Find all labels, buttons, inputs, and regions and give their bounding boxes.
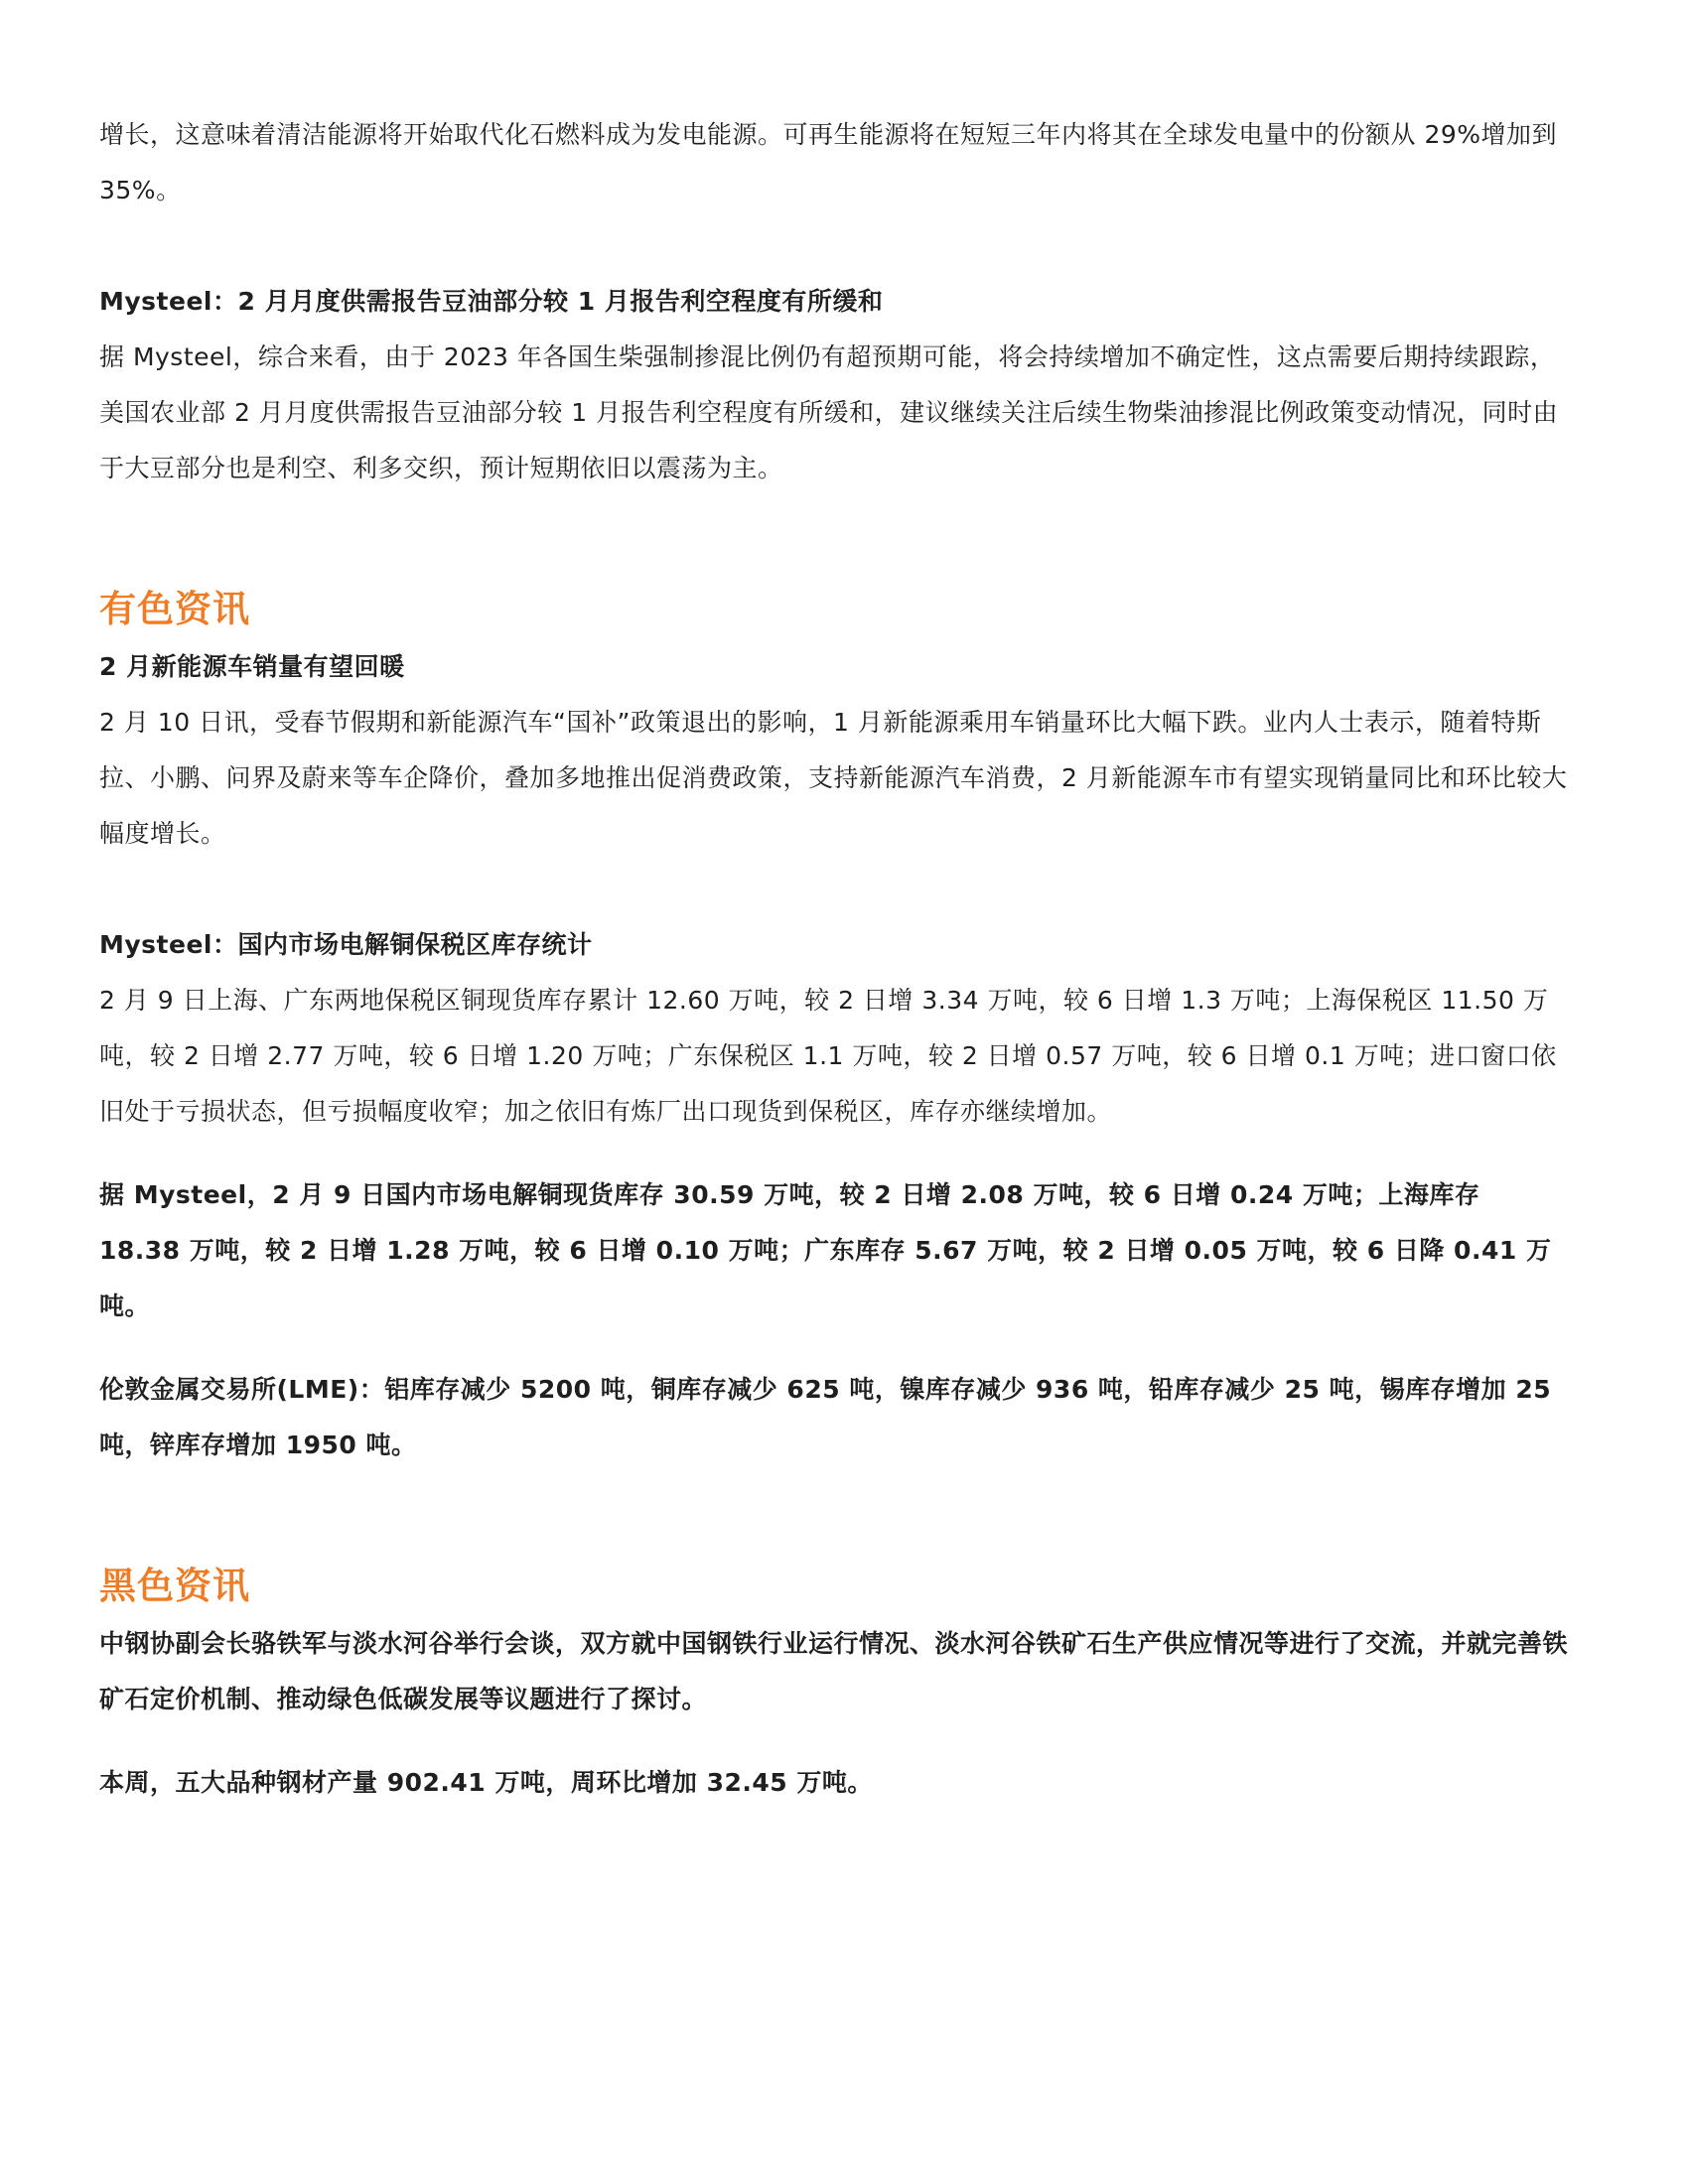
soy-paragraph: 据 Mysteel，综合来看，由于 2023 年各国生柴强制掺混比例仍有超预期可能，将会持续增加不确定性，这点需要后期持续跟踪，美国农业部 2 月月度供需报告豆油部分较 1 月报告利空程度有所缓和，建议继续关注后续生物柴油掺混比例政策变动情况，同时由于大豆部分也是利空、利多交织，预计短期依旧以震荡为主。 (99, 342, 1559, 482)
cisa-paragraph: 中钢协副会长骆铁军与淡水河谷举行会谈，双方就中国钢铁行业运行情况、淡水河谷铁矿石生产供应情况等进行了交流，并就完善铁矿石定价机制、推动绿色低碳发展等议题进行了探讨。 (99, 1629, 1569, 1713)
lme-paragraph: 伦敦金属交易所(LME)：铝库存减少 5200 吨，铜库存减少 625 吨，镍库存减少 936 吨，铅库存减少 25 吨，锡库存增加 25 吨，锌库存增加 1950 吨。 (99, 1375, 1552, 1459)
steel-output-paragraph: 本周，五大品种钢材产量 902.41 万吨，周环比增加 32.45 万吨。 (99, 1768, 873, 1797)
nonferrous-section-title: 有色资讯 (99, 588, 250, 630)
document-page (99, 107, 1569, 1811)
nev-heading: 2 月新能源车销量有望回暖 (99, 652, 405, 681)
soy-heading: Mysteel：2 月月度供需报告豆油部分较 1 月报告利空程度有所缓和 (99, 287, 884, 316)
bonded-paragraph: 2 月 9 日上海、广东两地保税区铜现货库存累计 12.60 万吨，较 2 日增 3.34 万吨，较 6 日增 1.3 万吨；上海保税区 11.50 万吨，较 2 日增 2.77 万吨，较 6 日增 1.20 万吨；广东保税区 1.1 万吨，较 2 日增 0.57 万吨，较 6 日增 0.1 万吨；进口窗口依旧处于亏损状态，但亏损幅度收窄；加之依旧有炼厂出口现货到保税区，库存亦继续增加。 (99, 986, 1557, 1126)
nev-paragraph: 2 月 10 日讯，受春节假期和新能源汽车“国补”政策退出的影响，1 月新能源乘用车销量环比大幅下跌。业内人士表示，随着特斯拉、小鹏、问界及蔚来等车企降价，叠加多地推出促消费政策，支持新能源汽车消费，2 月新能源车市有望实现销量同比和环比较大幅度增长。 (99, 708, 1568, 848)
bonded-heading: Mysteel：国内市场电解铜保税区库存统计 (99, 930, 593, 959)
copper-inventory-paragraph: 据 Mysteel，2 月 9 日国内市场电解铜现货库存 30.59 万吨，较 2 日增 2.08 万吨，较 6 日增 0.24 万吨；上海库存 18.38 万吨，较 2 日增 1.28 万吨，较 6 日增 0.10 万吨；广东库存 5.67 万吨，较 2 日增 0.05 万吨，较 6 日降 0.41 万吨。 (99, 1180, 1552, 1320)
intro-paragraph: 增长，这意味着清洁能源将开始取代化石燃料成为发电能源。可再生能源将在短短三年内将其在全球发电量中的份额从 29%增加到 35%。 (99, 120, 1558, 205)
ferrous-section-title: 黑色资讯 (99, 1565, 250, 1607)
